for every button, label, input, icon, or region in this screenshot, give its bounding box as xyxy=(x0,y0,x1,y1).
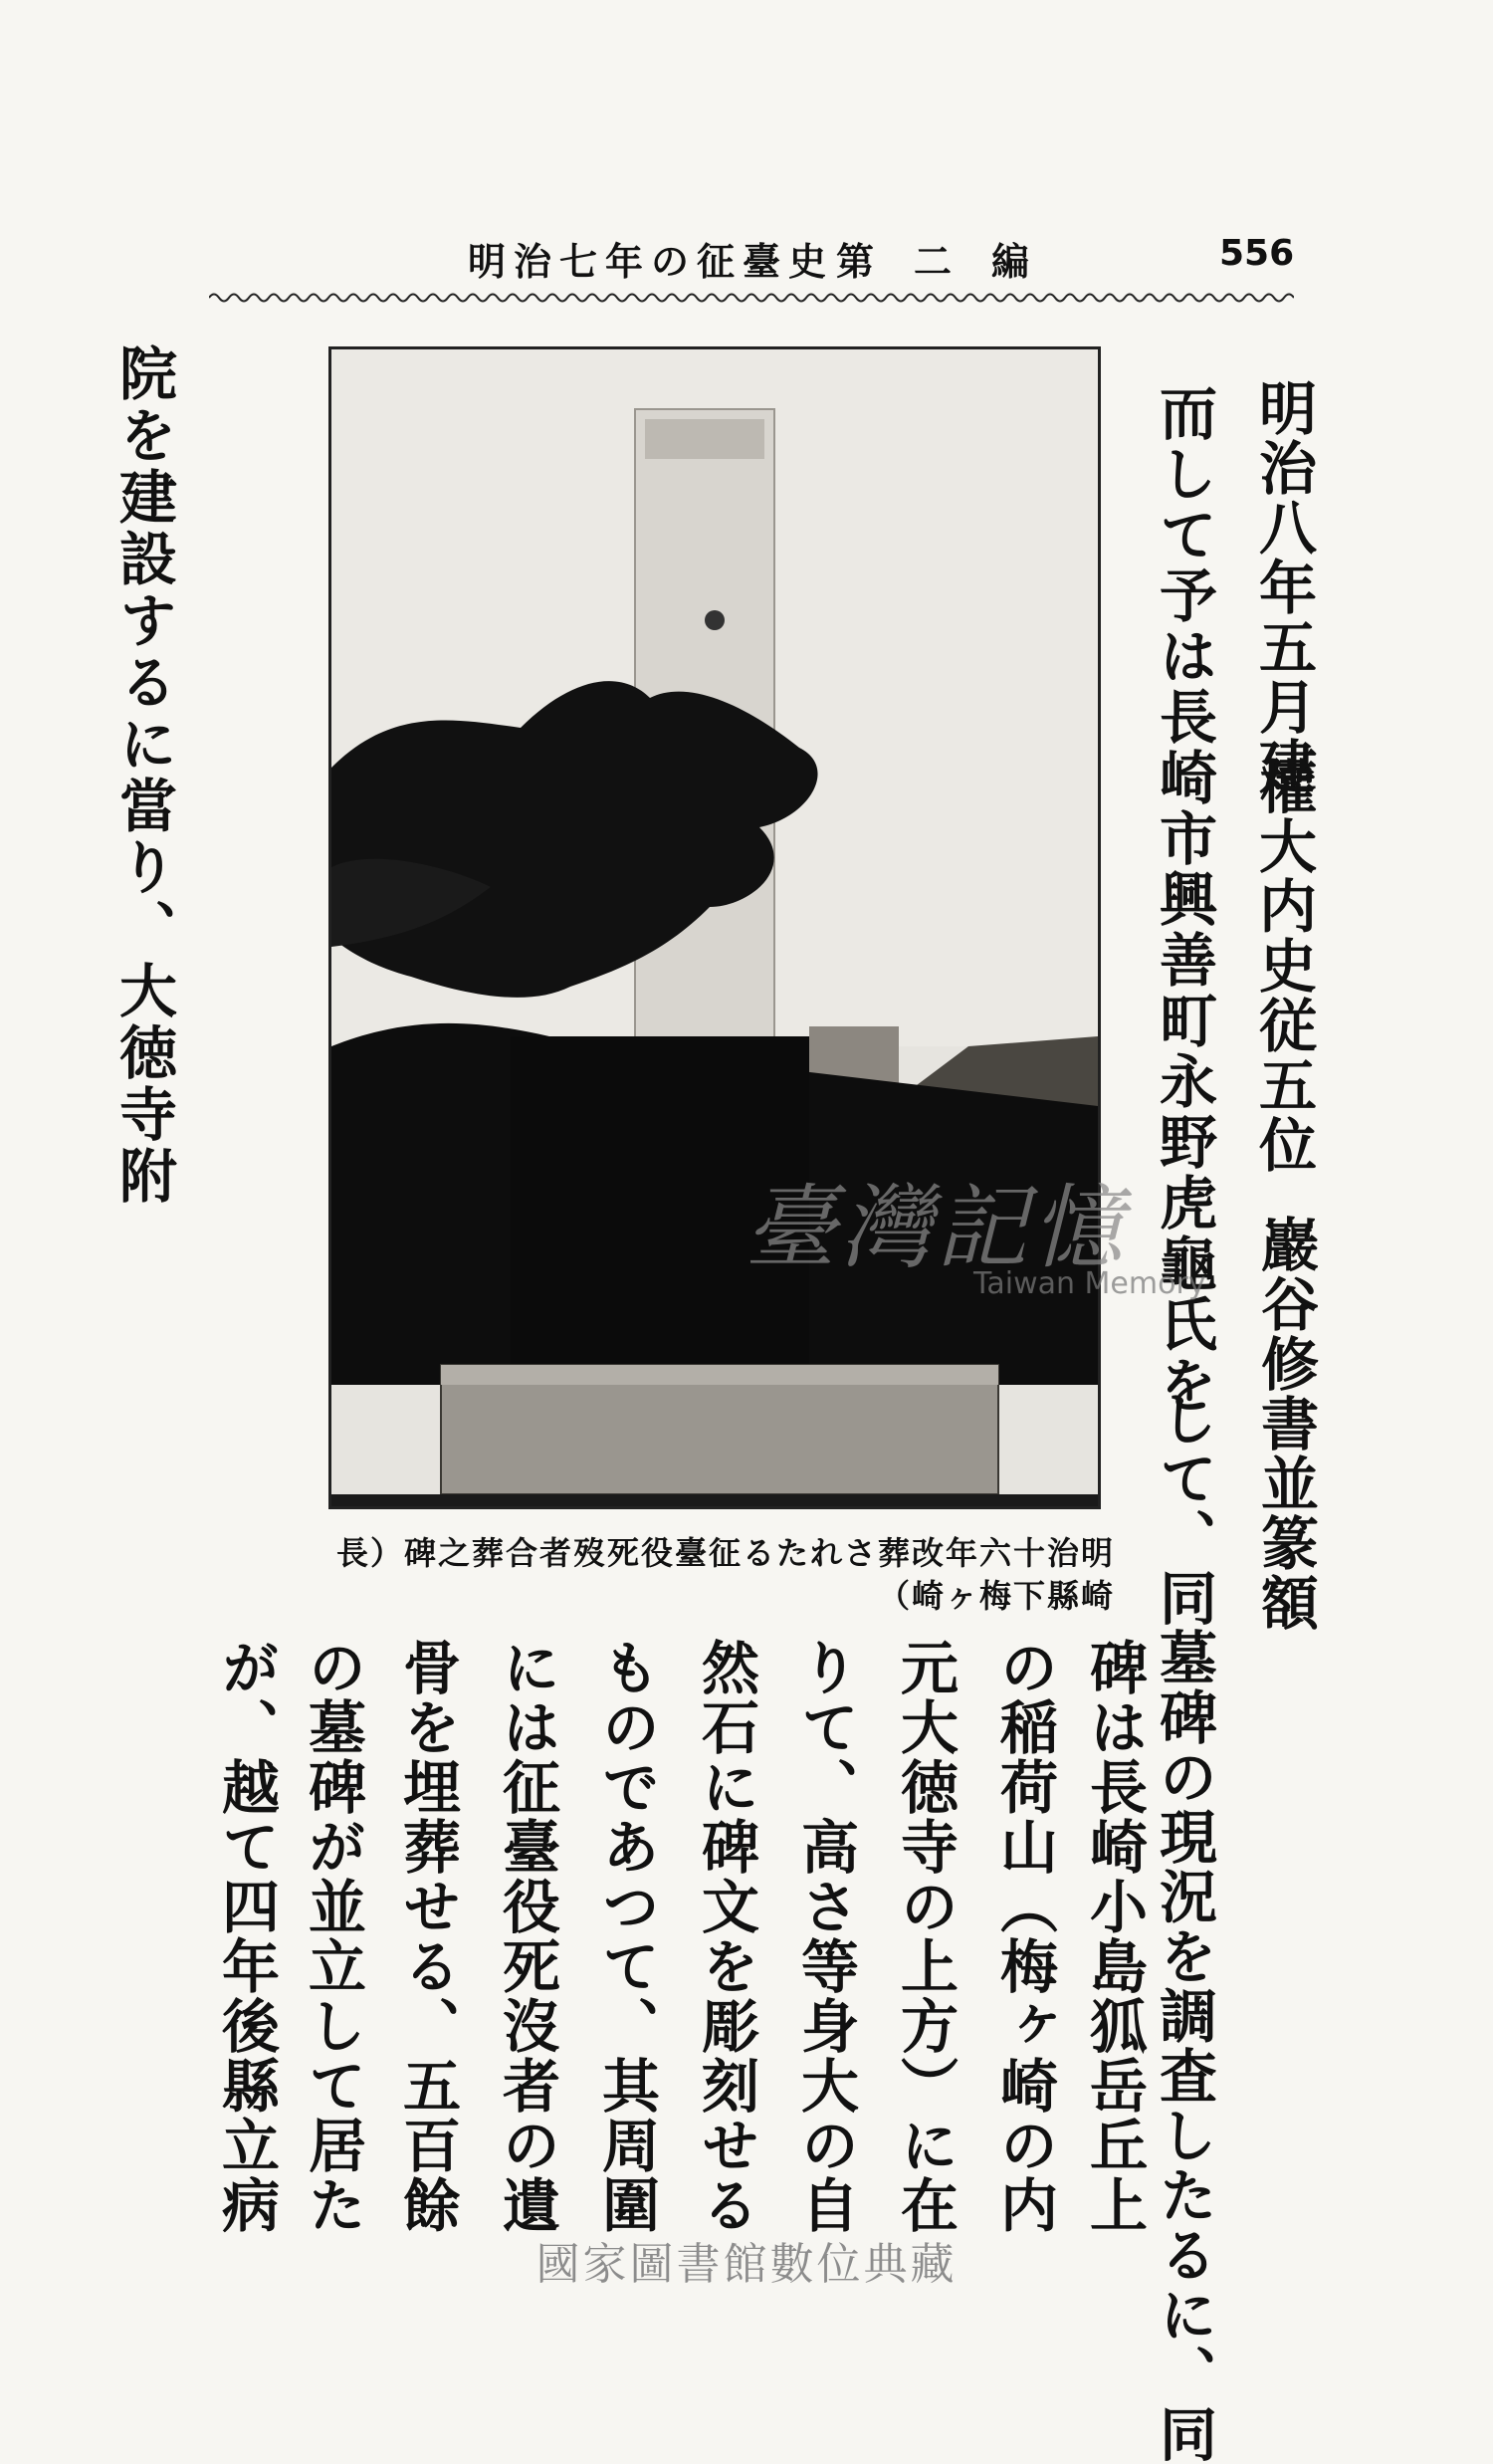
inscription-calligrapher: 巖谷修書並篆額 xyxy=(1251,1215,1319,1633)
body-column-1-continued: して、同墓碑の現況を調査したるに、同 xyxy=(1150,1389,1217,2464)
header-wavy-rule xyxy=(209,291,1294,305)
body-column-6: 然石に碑文を彫刻せる xyxy=(692,1638,759,2235)
monument-photograph xyxy=(328,346,1101,1509)
body-column-2: 碑は長崎小島狐岳丘上 xyxy=(1080,1638,1148,2235)
body-column-1a: 而して予は長崎市興善町永野虎龜氏を xyxy=(1150,383,1217,1416)
body-column-4: 元大徳寺の上方）に在 xyxy=(891,1638,959,2235)
watermark-english: Taiwan Memory xyxy=(973,1266,1206,1301)
inscription-author-rank: 權大内史従五位 xyxy=(1249,757,1317,1175)
monument-photo-drawing xyxy=(331,349,1098,1506)
body-column-3: の稲荷山（梅ヶ崎の内 xyxy=(990,1638,1058,2235)
body-column-8: には征臺役死沒者の遺 xyxy=(493,1638,560,2235)
inscription-date: 明治八年五月建 xyxy=(1249,378,1317,796)
body-column-7: ものであつて、其周圍 xyxy=(592,1638,660,2235)
body-column-9: 骨を埋葬せる、五百餘 xyxy=(393,1638,461,2235)
left-column: 院を建設するに當り、大徳寺附 xyxy=(109,343,177,1208)
running-title: 明治七年の征臺史 xyxy=(468,239,835,284)
body-column-5: りて、高さ等身大の自 xyxy=(791,1638,859,2235)
photo-caption-line-2: 崎縣下梅ヶ崎） xyxy=(877,1577,1115,1615)
watermark-chinese: 臺灣記憶 xyxy=(745,1175,1128,1281)
taiwan-memory-watermark xyxy=(745,1155,1262,1314)
part-label: 第二編 xyxy=(836,239,1070,284)
photo-caption-line-1: 明治十六年改葬されたる征臺役死歿者合葬之碑（長 xyxy=(335,1534,1115,1572)
library-footer: 國家圖書館數位典藏 xyxy=(535,2239,958,2290)
body-column-10: の墓碑が並立して居た xyxy=(299,1638,366,2235)
body-column-11: が、越て四年後縣立病 xyxy=(212,1638,280,2235)
page-number: 556 xyxy=(1219,233,1295,274)
